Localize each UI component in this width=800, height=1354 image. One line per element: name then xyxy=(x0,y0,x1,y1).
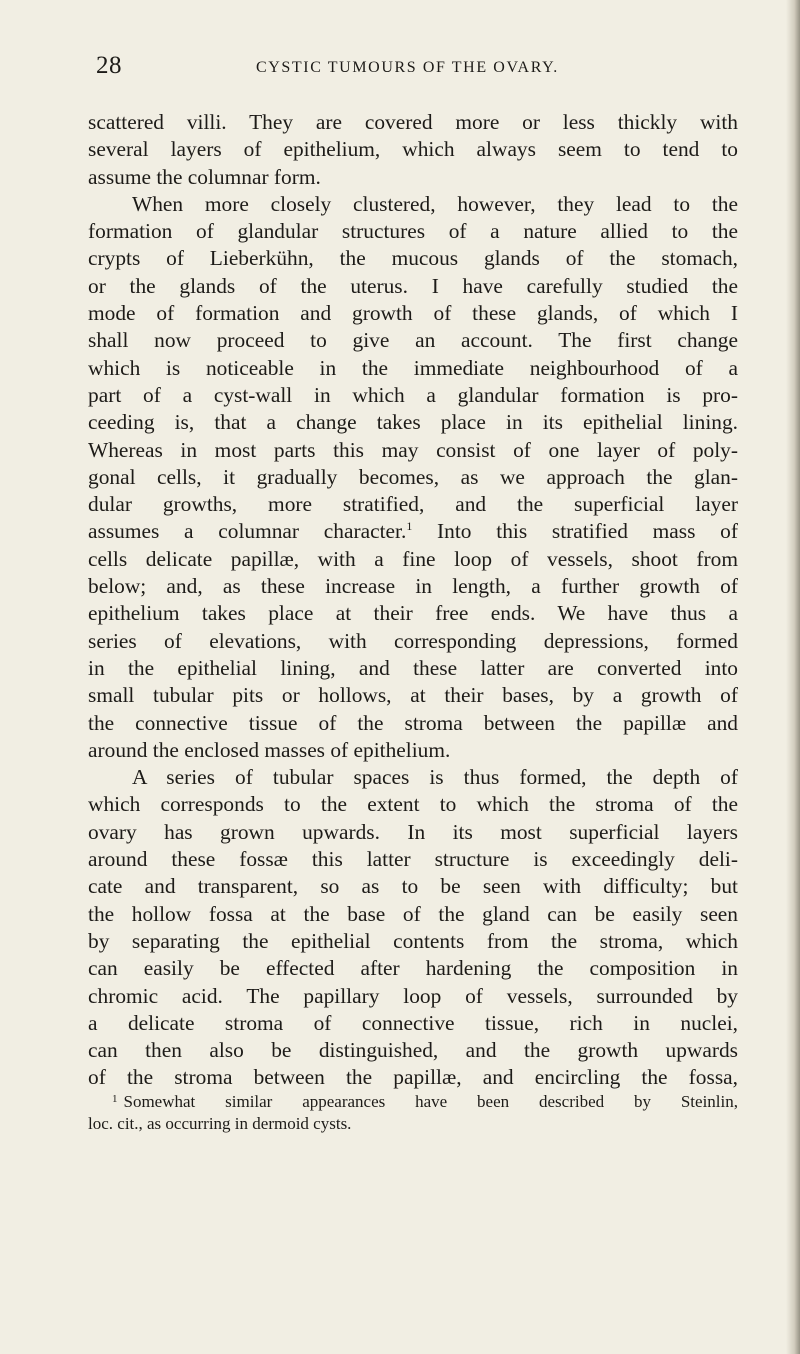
page-header xyxy=(96,52,736,86)
running-title: CYSTIC TUMOURS OF THE OVARY. xyxy=(256,59,559,76)
footnote-reference: 1 xyxy=(406,519,413,534)
page-number: 28 xyxy=(96,52,122,79)
text-line: of the stroma between the papillæ, and encircling the fossa, xyxy=(88,1065,738,1090)
text-line: cells delicate papillæ, with a fine loop of vessels, shoot from xyxy=(88,546,738,571)
text-line: the connective tissue of the stroma between the papillæ and xyxy=(88,710,738,735)
text-line: a delicate stroma of connective tissue, rich in nuclei, xyxy=(88,1010,738,1035)
footnote-line: loc. cit., as occurring in dermoid cysts. xyxy=(88,1114,352,1133)
text-line: ceeding is, that a change takes place in its epithelial lining. xyxy=(88,410,738,435)
text-line: around the enclosed masses of epithelium. xyxy=(88,737,451,762)
footnotes xyxy=(88,1088,738,1135)
text-line: assume the columnar form. xyxy=(88,164,321,189)
text-line: which is noticeable in the immediate neighbourhood of a xyxy=(88,355,738,380)
text-line-with-footnote xyxy=(88,518,738,545)
text-line: dular growths, more stratified, and the superficial layer xyxy=(88,492,738,517)
text-segment: Into this stratified mass of xyxy=(412,519,738,544)
text-segment: assumes a columnar character. xyxy=(88,519,407,544)
text-line: ovary has grown upwards. In its most superficial layers xyxy=(88,819,738,844)
footnote-marker: 1 xyxy=(112,1093,118,1105)
text-line: series of elevations, with corresponding depressions, formed xyxy=(88,628,738,653)
body-text xyxy=(88,109,738,1092)
text-line: by separating the epithelial contents from the stroma, which xyxy=(88,928,738,953)
text-line: formation of glandular structures of a nature allied to the xyxy=(88,219,738,244)
text-line: mode of formation and growth of these glands, of which I xyxy=(88,301,738,326)
text-line: several layers of epithelium, which always seem to tend to xyxy=(88,137,738,162)
text-line: part of a cyst-wall in which a glandular formation is pro- xyxy=(88,382,738,407)
text-line: around these fossæ this latter structure is exceedingly deli- xyxy=(88,847,738,872)
text-line: or the glands of the uterus. I have carefully studied the xyxy=(88,273,738,298)
text-line: Whereas in most parts this may consist of one layer of poly- xyxy=(88,437,738,462)
text-line: the hollow fossa at the base of the gland can be easily seen xyxy=(88,901,738,926)
text-line: crypts of Lieberkühn, the mucous glands of the stomach, xyxy=(88,246,738,271)
page-edge-shadow xyxy=(786,0,800,1354)
text-line: small tubular pits or hollows, at their bases, by a growth of xyxy=(88,683,738,708)
footnote-line xyxy=(88,1088,738,1113)
text-line: which corresponds to the extent to which the stroma of the xyxy=(88,792,738,817)
text-line: cate and transparent, so as to be seen with difficulty; but xyxy=(88,874,738,899)
text-line: epithelium takes place at their free ends. We have thus a xyxy=(88,601,738,626)
text-line: scattered villi. They are covered more or less thickly with xyxy=(88,110,738,134)
text-line: When more closely clustered, however, they lead to the xyxy=(132,191,738,216)
text-line: gonal cells, it gradually becomes, as we approach the glan- xyxy=(88,464,738,489)
text-line: can easily be effected after hardening the composition in xyxy=(88,956,738,981)
text-line: below; and, as these increase in length, a further growth of xyxy=(88,574,738,599)
text-line: can then also be distinguished, and the growth upwards xyxy=(88,1038,738,1063)
text-line: shall now proceed to give an account. The first change xyxy=(88,328,738,353)
footnote-text: Somewhat similar appearances have been described by Steinlin, xyxy=(123,1092,738,1111)
text-line: chromic acid. The papillary loop of vessels, surrounded by xyxy=(88,983,738,1008)
text-line: in the epithelial lining, and these latter are converted into xyxy=(88,655,738,680)
text-line: A series of tubular spaces is thus formed, the depth of xyxy=(132,765,738,790)
